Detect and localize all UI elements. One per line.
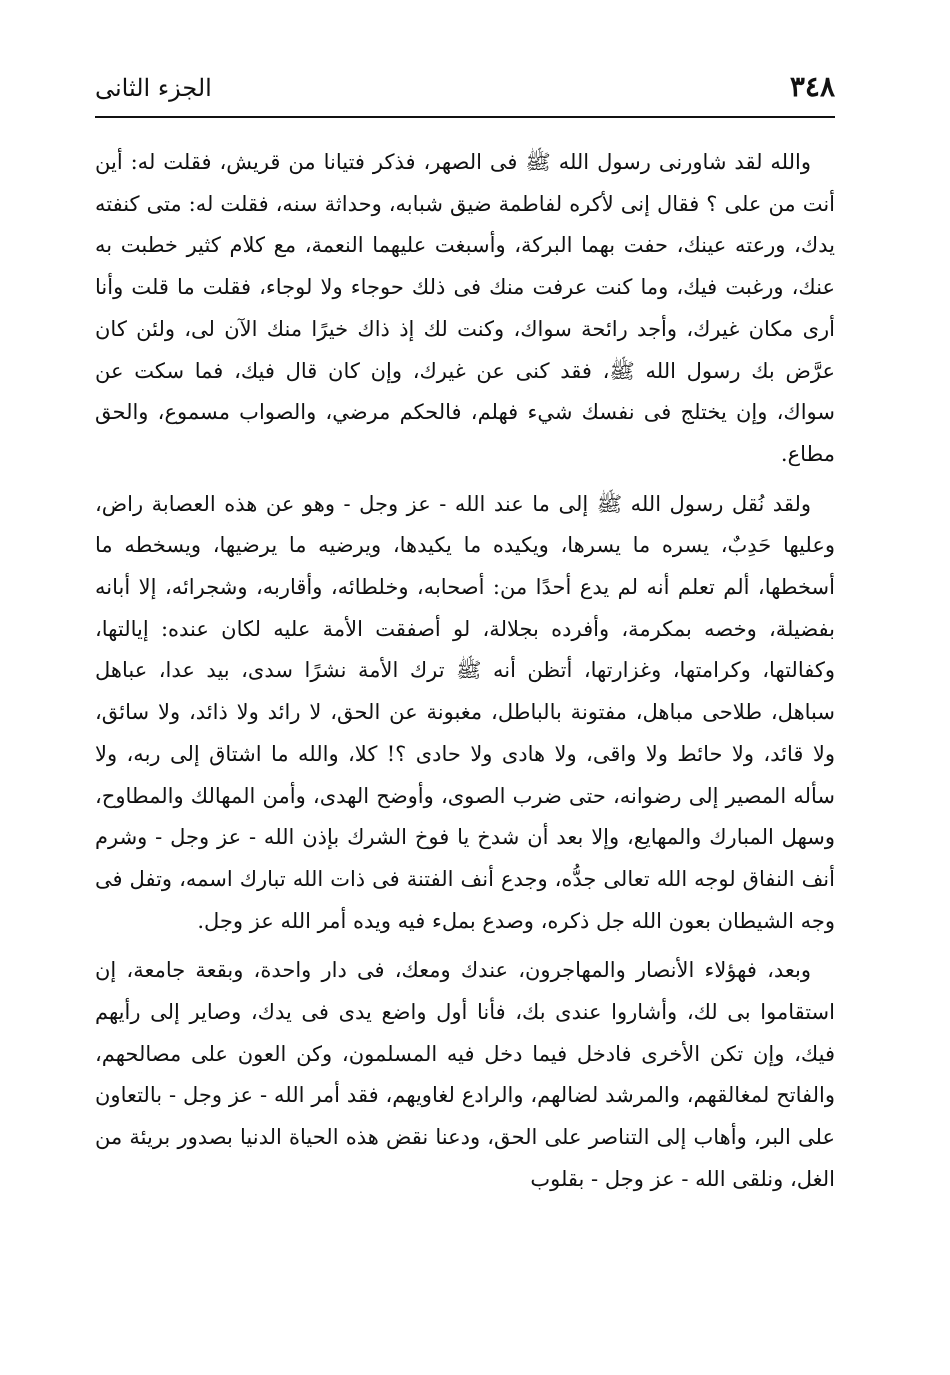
page-number: ٣٤٨: [789, 70, 835, 103]
paragraph-3: وبعد، فهؤلاء الأنصار والمهاجرون، عندك ومعك، فى دار واحدة، وبقعة جامعة، إن استقاموا بى لك، وأشاروا عندى بك، فأنا أول واضع يدى فى يدك، وصاير إلى رأيهم فيك، وإن تكن الأخرى فادخل فيما دخل فيه المسلمون، وكن العون على مصالحهم، والفاتح لمغالقهم، والمرشد لضالهم، والرادع لغاويهم، فقد أمر الله - عز وجل - بالتعاون على البر، وأهاب إلى التناصر على الحق، ودعنا نقض هذه الحياة الدنيا بصدور بريئة من الغل، ونلقى الله - عز وجل - بقلوب: [95, 958, 835, 1191]
paragraph-1: والله لقد شاورنى رسول الله ﷺ فى الصهر، فذكر فتيانا من قريش، فقلت له: أين أنت من على ؟ فقال إنى لأكره لفاطمة ضيق شبابه، وحداثة سنه، فقلت له: متى كنفته يدك، ورعته عينك، حفت بهما البركة، وأسبغت عليهما النعمة، مع كلام كثير خطبت به عنك، ورغبت فيك، وما كنت عرفت منك فى ذلك حوجاء ولا لوجاء، فقلت ما قلت وأنا أرى مكان غيرك، وأجد رائحة سواك، وكنت لك إذ ذاك خيرًا منك الآن لى، ولئن كان عرَّض بك رسول الله ﷺ، فقد كنى عن غيرك، وإن كان قال فيك، فما سكت عن سواك، وإن يختلج فى نفسك شيء فهلم، فالحكم مرضي، والصواب مسموع، والحق مطاع.: [95, 150, 835, 466]
running-header: [95, 60, 835, 118]
book-page: [95, 60, 835, 1320]
part-title: الجزء الثانى: [95, 74, 212, 102]
body-text: [95, 142, 835, 1201]
paragraph-2: ولقد نُقل رسول الله ﷺ إلى ما عند الله - عز وجل - وهو عن هذه العصابة راض، وعليها حَدِبٌ، يسره ما يسرها، ويكيده ما يكيدها، ويرضيه ما يرضيها، ويسخطه ما أسخطها، ألم تعلم أنه لم يدع أحدًا من: أصحابه، وخلطائه، وأقاربه، وشجرائه، إلا أبانه بفضيلة، وخصه بمكرمة، وأفرده بجلالة، لو أصفقت الأمة عليه لكان عنده: إيالتها، وكفالتها، وكرامتها، وغزارتها، أتظن أنه ﷺ ترك الأمة نشرًا سدى، بيد عدا، عباهل سباهل، طلاحى مباهل، مفتونة بالباطل، مغبونة عن الحق، لا رائد ولا ذائد، ولا سائق، ولا قائد، ولا حائط ولا واقى، ولا هادى ولا حادى ؟! كلا، والله ما اشتاق إلى ربه، ولا سأله المصير إلى رضوانه، حتى ضرب الصوى، وأوضح الهدى، وأمن المهالك والمطاوح، وسهل المبارك والمهايع، وإلا بعد أن شدخ يا فوخ الشرك بإذن الله - عز وجل - وشرم أنف النفاق لوجه الله تعالى جدُّه، وجدع أنف الفتنة فى ذات الله تبارك اسمه، وتفل فى وجه الشيطان بعون الله جل ذكره، وصدع بملء فيه ويده أمر الله عز وجل.: [95, 491, 835, 933]
